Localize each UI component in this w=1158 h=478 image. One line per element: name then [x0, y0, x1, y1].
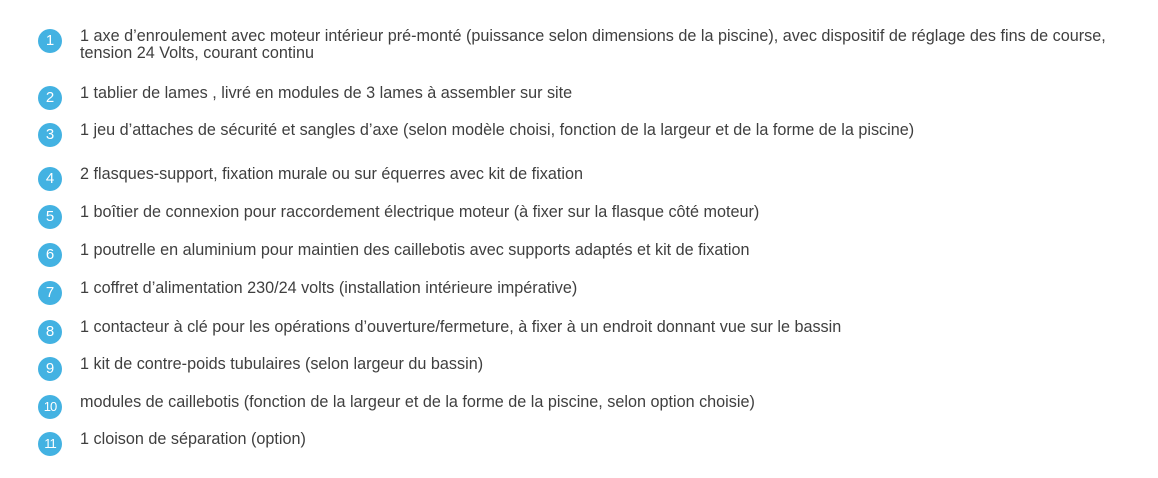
number-badge: 7 [38, 281, 62, 305]
item-text: 2 flasques-support, fixation murale ou sur équerres avec kit de fixation [80, 165, 583, 183]
item-text: 1 jeu d’attaches de sécurité et sangles d’axe (selon modèle choisi, fonction de la largeur et de la forme de la piscine) [80, 121, 915, 139]
number-badge: 11 [38, 432, 62, 456]
number-badge: 3 [38, 123, 62, 147]
list-item [38, 242, 1130, 267]
number-badge: 1 [38, 29, 62, 53]
number-badge: 6 [38, 243, 62, 267]
number-badge: 4 [38, 167, 62, 191]
item-text: 1 cloison de séparation (option) [80, 430, 306, 448]
item-text: 1 axe d’enroulement avec moteur intérieur pré-monté (puissance selon dimensions de la piscine), avec dispositif de réglage des fins de course, tension 24 Volts, courant continu [80, 27, 1106, 62]
item-text: 1 poutrelle en aluminium pour maintien des caillebotis avec supports adaptés et kit de fixation [80, 241, 750, 259]
list-item [38, 28, 1130, 62]
list-item [38, 85, 1130, 110]
number-badge: 9 [38, 357, 62, 381]
item-text: 1 tablier de lames , livré en modules de 3 lames à assembler sur site [80, 84, 573, 102]
list-item [38, 319, 1130, 344]
list-item [38, 394, 1130, 419]
list-item [38, 431, 1130, 456]
item-text: modules de caillebotis (fonction de la largeur et de la forme de la piscine, selon option choisie) [80, 393, 755, 411]
list-item [38, 122, 1130, 147]
item-text: 1 kit de contre-poids tubulaires (selon largeur du bassin) [80, 355, 484, 373]
number-badge: 10 [38, 395, 62, 419]
number-badge: 8 [38, 320, 62, 344]
item-text: 1 boîtier de connexion pour raccordement électrique moteur (à fixer sur la flasque côté moteur) [80, 203, 760, 221]
list-item [38, 204, 1130, 229]
number-badge: 2 [38, 86, 62, 110]
list-item [38, 280, 1130, 305]
item-text: 1 contacteur à clé pour les opérations d’ouverture/fermeture, à fixer à un endroit donnant vue sur le bassin [80, 318, 842, 336]
list-item [38, 356, 1130, 381]
list-item [38, 166, 1130, 191]
item-text: 1 coffret d’alimentation 230/24 volts (installation intérieure impérative) [80, 279, 578, 297]
number-badge: 5 [38, 205, 62, 229]
